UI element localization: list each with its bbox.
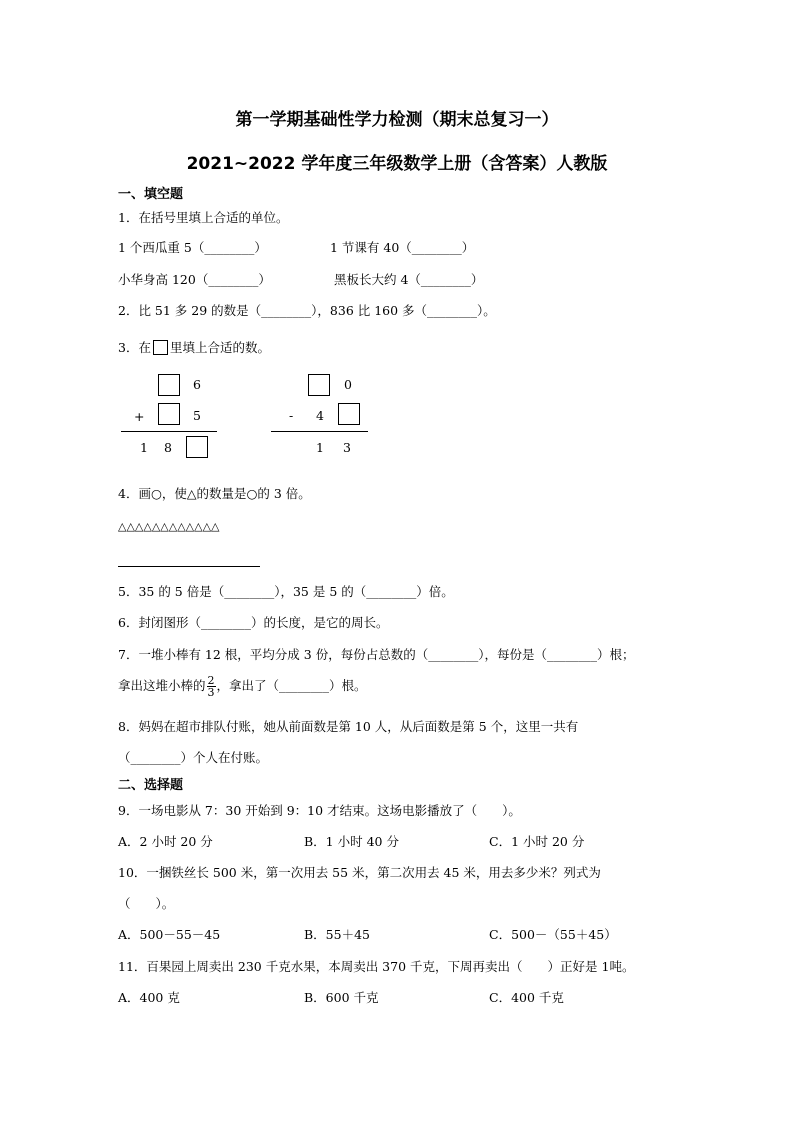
question-4: 4．画○，使△的数量是○的 3 倍。 <box>118 486 311 501</box>
subtraction-rule-line <box>271 431 368 432</box>
question-10-line-1: 10．一捆铁丝长 500 米，第一次用去 55 米，第二次用去 45 米，用去多少米？列式为 <box>118 865 601 880</box>
question-11-option-a[interactable]: A．400 克 <box>118 990 180 1005</box>
question-7-line-2-pre: 拿出这堆小棒的 <box>118 678 206 693</box>
question-1-item-4: 黑板长大约 4（________） <box>334 272 484 287</box>
question-7-line-1: 7．一堆小棒有 12 根，平均分成 3 份，每份占总数的（________），每份是（________）根； <box>118 647 635 662</box>
question-9: 9．一场电影从 7：30 开始到 9：10 才结束。这场电影播放了（ ）。 <box>118 803 521 818</box>
fraction-numerator: 2 <box>207 674 215 687</box>
drawing-answer-line[interactable] <box>118 566 260 567</box>
question-10-option-a[interactable]: A．500－55－45 <box>118 927 221 942</box>
question-10-option-c[interactable]: C．500－（55＋45） <box>489 927 617 942</box>
subtraction-digit: 0 <box>344 377 352 392</box>
addition-result-digit: 1 <box>140 440 148 455</box>
subtraction-blank-box-1[interactable] <box>308 374 330 396</box>
question-1: 1．在括号里填上合适的单位。 <box>118 210 289 225</box>
addition-digit: 6 <box>193 377 201 392</box>
question-11-option-b[interactable]: B．600 千克 <box>304 990 379 1005</box>
subtraction-blank-box-2[interactable] <box>338 403 360 425</box>
fraction-denominator: 3 <box>207 686 215 699</box>
question-3 <box>118 338 270 356</box>
addition-blank-box-3[interactable] <box>186 436 208 458</box>
question-9-option-c[interactable]: C．1 小时 20 分 <box>489 834 585 849</box>
question-9-option-b[interactable]: B．1 小时 40 分 <box>304 834 399 849</box>
answer-box-icon <box>153 340 168 355</box>
question-5: 5．35 的 5 倍是（________），35 是 5 的（________）倍。 <box>118 584 454 599</box>
question-2: 2．比 51 多 29 的数是（________），836 比 160 多（________）。 <box>118 303 496 318</box>
addition-blank-box-1[interactable] <box>158 374 180 396</box>
subtraction-operator: - <box>289 408 294 423</box>
section-heading-multiple-choice: 二、选择题 <box>118 778 184 793</box>
question-3-suffix: 里填上合适的数。 <box>169 340 270 355</box>
addition-operator: + <box>134 409 145 424</box>
addition-rule-line <box>121 431 217 432</box>
question-10-option-b[interactable]: B．55＋45 <box>304 927 370 942</box>
question-8-line-1: 8．妈妈在超市排队付账，她从前面数是第 10 人，从后面数是第 5 个，这里一共有 <box>118 719 579 734</box>
question-6: 6．封闭图形（________）的长度，是它的周长。 <box>118 615 389 630</box>
triangles-row: △△△△△△△△△△△△ <box>118 520 220 533</box>
subtraction-result-digit: 1 <box>316 440 324 455</box>
section-heading-fill-in: 一、填空题 <box>118 187 184 202</box>
question-1-item-2: 1 节课有 40（________） <box>330 240 475 255</box>
question-7-line-2 <box>118 675 367 698</box>
question-11: 11．百果园上周卖出 230 千克水果，本周卖出 370 千克，下周再卖出（ ）正好是 1吨。 <box>118 959 635 974</box>
title-line-1: 第一学期基础性学力检测（期末总复习一） <box>235 110 559 130</box>
addition-blank-box-2[interactable] <box>158 403 180 425</box>
subtraction-digit: 4 <box>316 408 324 423</box>
question-1-item-1: 1 个西瓜重 5（________） <box>118 240 267 255</box>
addition-result-digit: 8 <box>164 440 172 455</box>
subtraction-result-digit: 3 <box>343 440 351 455</box>
question-11-option-c[interactable]: C．400 千克 <box>489 990 564 1005</box>
question-10-line-2: （ ）。 <box>118 896 175 911</box>
question-1-item-3: 小华身高 120（________） <box>118 272 271 287</box>
question-3-prefix: 3．在 <box>118 340 151 355</box>
title-line-2: 2021~2022 学年度三年级数学上册（含答案）人教版 <box>186 154 608 174</box>
question-8-line-2: （________）个人在付账。 <box>118 750 269 765</box>
addition-digit: 5 <box>193 408 201 423</box>
fraction <box>207 675 216 698</box>
question-9-option-a[interactable]: A．2 小时 20 分 <box>118 834 213 849</box>
question-7-line-2-post: ，拿出了（________）根。 <box>216 678 367 693</box>
